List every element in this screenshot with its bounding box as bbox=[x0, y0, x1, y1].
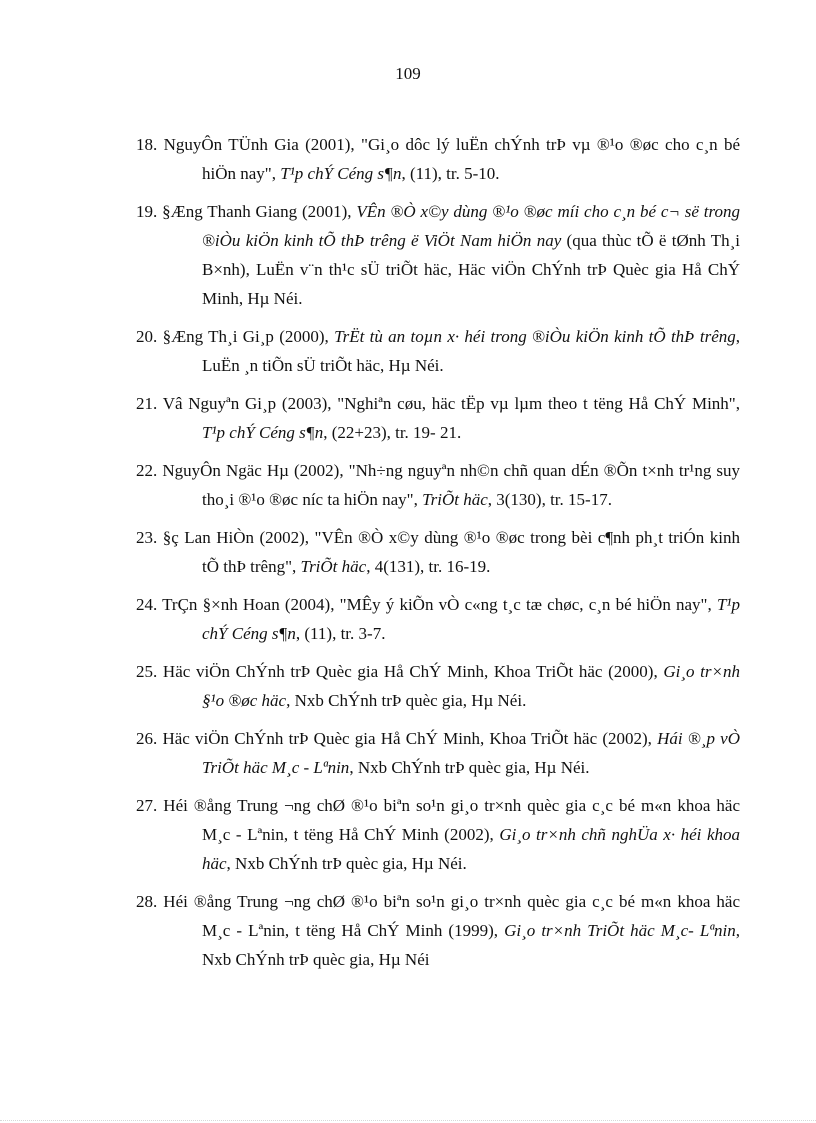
reference-title: TrËt tù an toµn x· héi trong ®iÒu kiÖn kinh tÕ thÞ trêng bbox=[334, 327, 736, 346]
reference-tail: , 3(130), tr. 15-17. bbox=[487, 490, 612, 509]
reference-item bbox=[136, 456, 740, 514]
reference-text: Héi ®ång Trung ¬ng chØ ®¹o biªn so¹n gi¸o tr×nh quèc gia c¸c bé m«n khoa häc M¸c - Lªnin, t tëng Hå ChÝ Minh (1999), bbox=[163, 892, 740, 940]
reference-text: §ç Lan HiÒn (2002), "VÊn ®Ò x©y dùng ®¹o ®øc trong bèi c¶nh ph¸t triÓn kinh tÕ thÞ trêng", bbox=[162, 528, 741, 576]
reference-tail: (qua thùc tÕ ë tØnh Th¸i B×nh), LuËn v¨n th¹c sÜ triÕt häc, Häc viÖn ChÝnh trÞ Quèc gia Hå ChÝ Minh, Hµ Néi. bbox=[202, 231, 740, 308]
reference-number: 20. bbox=[136, 327, 158, 346]
reference-text: NguyÔn TÜnh Gia (2001), "Gi¸o dôc lý luËn chÝnh trÞ vµ ®¹o ®øc cho c¸n bé hiÖn nay", bbox=[163, 135, 741, 183]
reference-number: 27. bbox=[136, 796, 158, 815]
reference-tail: , Nxb ChÝnh trÞ quèc gia, Hµ Néi. bbox=[226, 854, 467, 873]
reference-title: T¹p chÝ Céng s¶n bbox=[202, 423, 324, 442]
reference-text: Häc viÖn ChÝnh trÞ Quèc gia Hå ChÝ Minh, Khoa TriÕt häc (2000), bbox=[162, 662, 664, 681]
reference-title: Gi¸o tr×nh TriÕt häc M¸c- Lªnin bbox=[504, 921, 736, 940]
reference-item bbox=[136, 724, 740, 782]
reference-list bbox=[136, 130, 740, 983]
reference-item bbox=[136, 791, 740, 878]
reference-title: Gi¸o tr×nh §¹o ®øc häc bbox=[202, 662, 740, 710]
reference-number: 23. bbox=[136, 528, 158, 547]
reference-item bbox=[136, 322, 740, 380]
reference-number: 24. bbox=[136, 595, 158, 614]
reference-tail: , (11), tr. 5-10. bbox=[401, 164, 500, 183]
reference-tail: , (11), tr. 3-7. bbox=[295, 624, 386, 643]
reference-item bbox=[136, 197, 740, 313]
reference-number: 18. bbox=[136, 135, 158, 154]
reference-title: Gi¸o tr×nh chñ nghÜa x· héi khoa häc bbox=[202, 825, 741, 873]
reference-number: 19. bbox=[136, 202, 158, 221]
reference-title: VÊn ®Ò x©y dùng ®¹o ®øc míi cho c¸n bé c¬ së trong ®iÒu kiÖn kinh tÕ thÞ trêng ë ViÖt Nam hiÖn nay bbox=[202, 202, 740, 250]
reference-title: Hái ®¸p vÒ TriÕt häc M¸c - Lªnin bbox=[202, 729, 740, 777]
reference-tail: , Nxb ChÝnh trÞ quèc gia, Hµ Néi bbox=[202, 921, 740, 969]
reference-number: 22. bbox=[136, 461, 158, 480]
page-number: 109 bbox=[395, 64, 421, 83]
reference-item bbox=[136, 590, 740, 648]
page-bottom-rule bbox=[0, 1120, 816, 1121]
reference-item bbox=[136, 130, 740, 188]
reference-title: TriÕt häc bbox=[422, 490, 488, 509]
reference-title: TriÕt häc bbox=[300, 557, 367, 576]
reference-text: Häc viÖn ChÝnh trÞ Quèc gia Hå ChÝ Minh, Khoa TriÕt häc (2002), bbox=[162, 729, 658, 748]
reference-text: NguyÔn Ngäc Hµ (2002), "Nh÷ng nguyªn nh©n chñ quan dÉn ®Õn t×nh tr¹ng suy tho¸i ®¹o ®øc níc ta hiÖn nay", bbox=[162, 461, 741, 509]
reference-tail: , (22+23), tr. 19- 21. bbox=[323, 423, 462, 442]
reference-title: T¹p chÝ Céng s¶n bbox=[280, 164, 402, 183]
reference-number: 25. bbox=[136, 662, 158, 681]
reference-text: Vâ Nguyªn Gi¸p (2003), "Nghiªn cøu, häc tËp vµ lµm theo t tëng Hå ChÝ Minh", bbox=[162, 394, 740, 413]
reference-text: §Æng Thanh Giang (2001), bbox=[162, 202, 357, 221]
reference-title: T¹p chÝ Céng s¶n bbox=[202, 595, 740, 643]
reference-text: Héi ®ång Trung ¬ng chØ ®¹o biªn so¹n gi¸o tr×nh quèc gia c¸c bé m«n khoa häc M¸c - Lªnin, t tëng Hå ChÝ Minh (2002), bbox=[163, 796, 740, 844]
reference-item bbox=[136, 657, 740, 715]
reference-text: §Æng Th¸i Gi¸p (2000), bbox=[162, 327, 335, 346]
reference-number: 26. bbox=[136, 729, 158, 748]
reference-number: 28. bbox=[136, 892, 158, 911]
reference-number: 21. bbox=[136, 394, 158, 413]
reference-text: TrÇn §×nh Hoan (2004), "MÊy ý kiÕn vÒ c«ng t¸c tæ chøc, c¸n bé hiÖn nay", bbox=[162, 595, 717, 614]
reference-item bbox=[136, 887, 740, 974]
reference-tail: , Nxb ChÝnh trÞ quèc gia, Hµ Néi. bbox=[286, 691, 527, 710]
reference-tail: , LuËn ¸n tiÕn sÜ triÕt häc, Hµ Néi. bbox=[202, 327, 741, 375]
reference-item bbox=[136, 389, 740, 447]
reference-tail: , Nxb ChÝnh trÞ quèc gia, Hµ Néi. bbox=[349, 758, 590, 777]
reference-item bbox=[136, 523, 740, 581]
reference-tail: , 4(131), tr. 16-19. bbox=[366, 557, 491, 576]
